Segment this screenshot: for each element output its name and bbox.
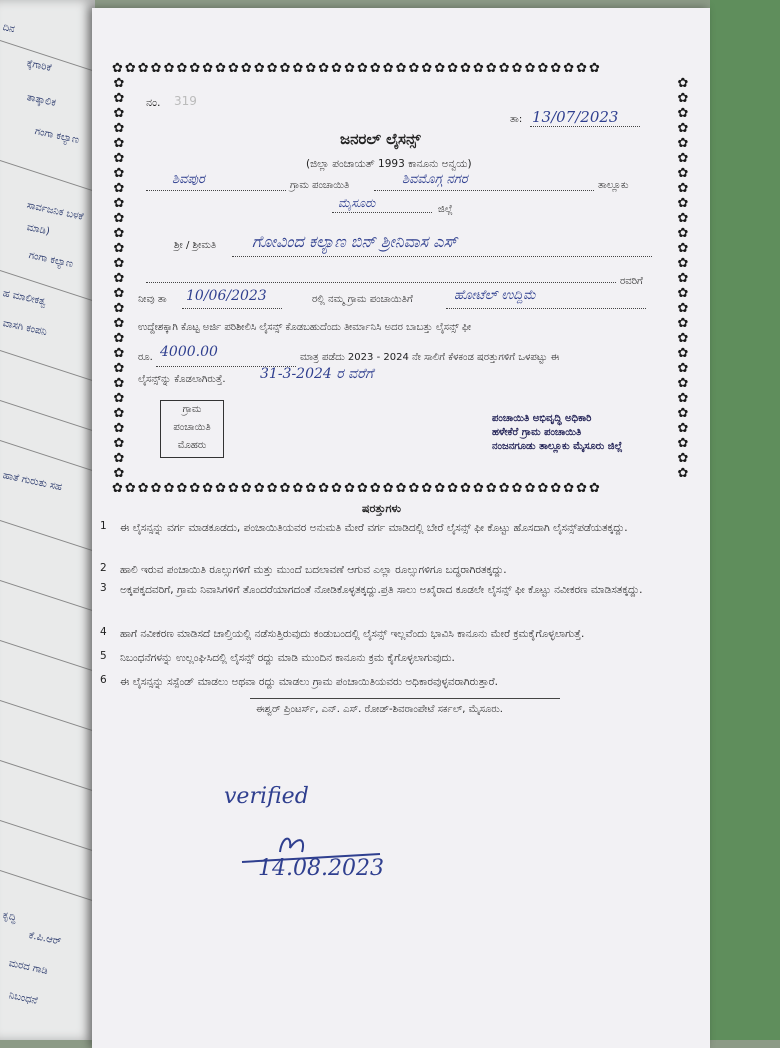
- printer-credit: ಈಶ್ವರ್ ಪ್ರಿಂಟರ್ಸ್, ಎನ್. ಎಸ್. ರೋಡ್-ಶಿವರಾಂಪೇಟೆ ಸರ್ಕಲ್, ಮೈಸೂರು.: [256, 704, 503, 715]
- seal-line: ನಂಜನಗೂಡು ತಾಲ್ಲೂಕು ಮೈಸೂರು ಜಿಲ್ಲೆ: [492, 441, 623, 452]
- left-page-fragment: ಮರದ ಗಾಡಿ: [7, 958, 49, 978]
- left-page-fragment: ಗಂಗಾ ಕಲ್ಯಾಣ: [33, 126, 80, 147]
- district-name: ಮೈಸೂರು: [338, 196, 376, 210]
- decorative-border-left: ✿✿✿✿✿✿✿✿✿✿✿✿✿✿✿✿✿✿✿✿✿✿✿✿✿✿✿: [113, 76, 125, 481]
- licensee-name: ಗೋವಿಂದ ಕಲ್ಯಾಣ ಬಿನ್ ಶ್ರೀನಿವಾಸ ಎಸ್: [252, 232, 458, 251]
- left-page-fragment: ದಿನ: [1, 22, 16, 36]
- gram-panchayat-label: ಗ್ರಾಮ ಪಂಚಾಯಿತಿ: [290, 180, 350, 191]
- underlying-register-page: [0, 0, 95, 1040]
- trade-purpose: ಹೋಟೆಲ್ ಉದ್ದಿಮೆ: [454, 288, 536, 303]
- application-line-text: ಉದ್ದೇಶಕ್ಕಾಗಿ ಕೊಟ್ಟ ಅರ್ಜಿ ಪರಿಶೀಲಿಸಿ ಲೈಸನ್ಸ್ ಕೊಡಬಹುದೆಂದು ತೀರ್ಮಾನಿಸಿ ಅದರ ಬಾಬತ್ತು ಲೈಸನ್ಸ್ ಫೀ: [138, 322, 472, 333]
- license-fee: 4000.00: [160, 344, 218, 360]
- left-page-fragment: ಕೃದ್ಧಿ: [1, 910, 18, 924]
- left-page-fragment: ವಾಸಗಿ ಕಂಪನಿ: [1, 318, 48, 339]
- stamp-line: ಮೊಹರು: [177, 440, 207, 451]
- left-page-fragment: ನಿಬಂಧನೆ: [7, 990, 39, 1007]
- ravarige-text: ರವರಿಗೆ: [620, 276, 643, 287]
- left-page-fragment: ತಾತ್ಕಾಲಿಕ: [25, 92, 57, 109]
- fee-line-text: ಮಾತ್ರ ಪಡೆದು 2023 - 2024 ನೇ ಸಾಲಿಗೆ ಕೆಳಕಂಡ ಷರತ್ತುಗಳಿಗೆ ಒಳಪಟ್ಟು ಈ: [300, 352, 560, 363]
- decorative-border-bottom: ✿✿✿✿✿✿✿✿✿✿✿✿✿✿✿✿✿✿✿✿✿✿✿✿✿✿✿✿✿✿✿✿✿✿✿✿✿✿: [112, 482, 602, 496]
- number-label: ನಂ.: [146, 96, 161, 109]
- decorative-border-top: ✿✿✿✿✿✿✿✿✿✿✿✿✿✿✿✿✿✿✿✿✿✿✿✿✿✿✿✿✿✿✿✿✿✿✿✿✿✿: [112, 62, 602, 76]
- seal-line: ಪಂಚಾಯಿತಿ ಅಭಿವೃದ್ಧಿ ಅಧಿಕಾರಿ: [492, 413, 592, 424]
- left-page-fragment: ಸಾರ್ವಜನಿಕ ಬಳಕೆ: [25, 200, 85, 223]
- left-page-fragment: ಗಂಗಾ ಕಲ್ಯಾಣ: [27, 250, 74, 271]
- district-label: ಜಿಲ್ಲೆ: [438, 204, 453, 215]
- validity-date: 31-3-2024 ರ ವರೆಗೆ: [260, 366, 374, 382]
- left-page-fragment: ಕೆ.ಪಿ.ಆರ್: [27, 930, 63, 948]
- left-page-fragment: ಮಾಡಿ): [25, 222, 51, 238]
- date-value: 13/07/2023: [532, 108, 619, 126]
- application-date: 10/06/2023: [186, 288, 267, 304]
- officer-seal: [492, 412, 672, 454]
- date-label: ತಾ:: [510, 114, 523, 125]
- decorative-border-right: ✿✿✿✿✿✿✿✿✿✿✿✿✿✿✿✿✿✿✿✿✿✿✿✿✿✿✿: [677, 76, 689, 481]
- application-date-label: ನೀವು ತಾ: [138, 294, 167, 305]
- issue-line-text: ಲೈಸನ್ಸ್‌ನ್ನು ಕೊಡಲಾಗಿರುತ್ತೆ.: [138, 374, 226, 385]
- verified-date: 14.08.2023: [258, 856, 384, 881]
- application-line-text: ರಲ್ಲಿ ನಮ್ಮ ಗ್ರಾಮ ಪಂಚಾಯಿತಿಗೆ: [312, 294, 413, 305]
- stamp-line: ಗ್ರಾಮ: [182, 404, 202, 415]
- panchayat-seal-box: [160, 400, 224, 458]
- license-title: ಜನರಲ್ ಲೈಸನ್ಸ್: [340, 130, 421, 148]
- conditions-heading: ಷರತ್ತುಗಳು: [362, 502, 401, 515]
- left-page-fragment: ಹಾತೆ ಗುರುತು ಸಹ: [1, 470, 63, 494]
- name-label: ಶ್ರೀ / ಶ್ರೀಮತಿ: [174, 240, 217, 251]
- license-border-box: [112, 62, 690, 496]
- seal-line: ಹಳೇಕೆರೆ ಗ್ರಾಮ ಪಂಚಾಯಿತಿ: [492, 427, 582, 438]
- folder-cover: [710, 0, 780, 1040]
- number-value: 319: [174, 94, 197, 108]
- taluk-name: ಶಿವಮೊಗ್ಗ ನಗರ: [402, 172, 468, 187]
- fee-label: ರೂ.: [138, 352, 153, 363]
- taluk-label: ತಾಲ್ಲೂಕು: [598, 180, 629, 191]
- printer-divider: [250, 698, 560, 699]
- left-page-fragment: ಕ್ಕೆಗಾರಿಕೆ: [25, 58, 53, 74]
- license-subtitle: (ಜಿಲ್ಲಾ ಪಂಚಾಯತ್ 1993 ಕಾನೂನು ಅನ್ವಯ): [306, 158, 472, 170]
- left-page-fragment: ಹ ಮಾಲೀಕತ್ವ: [1, 288, 48, 308]
- village-name: ಶಿವಪುರ: [172, 172, 205, 187]
- verified-annotation: verified: [224, 784, 309, 809]
- stamp-line: ಪಂಚಾಯಿತಿ: [173, 422, 211, 433]
